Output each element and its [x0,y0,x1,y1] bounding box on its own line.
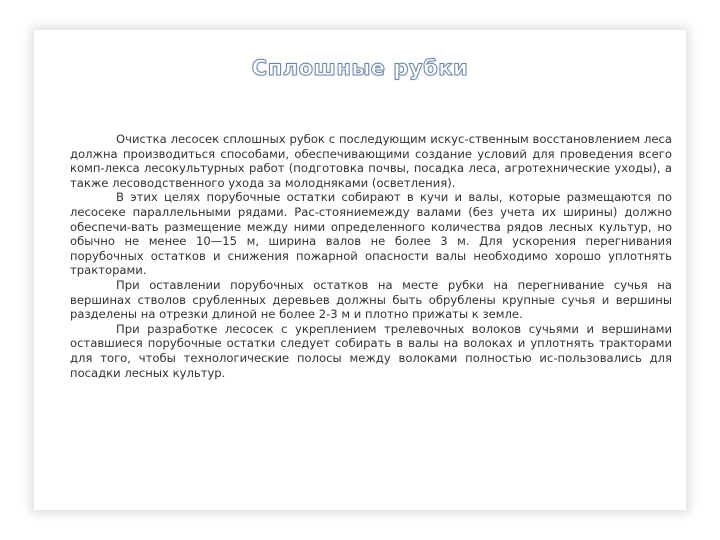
paragraph-2: В этих целях порубочные остатки собирают в кучи и валы, которые размещаются по лесосеке параллельными рядами. Рас-стояниемежду валами (без учета их ширины) должно обеспечи-вать размещение между ними определенного количества рядов лесных культур, но обычно не менее 10—15 м, ширина валов не более 3 м. Для ускорения перегнивания порубочных остатков и снижения пожарной опасности валы необходимо хорошо уплотнять тракторами. [70,190,672,278]
paragraph-3: При оставлении порубочных остатков на месте рубки на перегнивание сучья на вершинах стволов срубленных деревьев должны быть обрублены крупные сучья и вершины разделены на отрезки длиной не более 2-3 м и плотно прижаты к земле. [70,277,672,322]
paragraph-4: При разработке лесосек с укреплением трелевочных волоков сучьями и вершинами оставшиеся порубочные остатки следует собирать в валы на волоках и уплотнять тракторами для того, чтобы технологические полосы между волоками полностью ис-пользовались для посадки лесных культур. [70,321,672,380]
slide-title: Сплошные рубки [251,56,469,80]
paragraph-1: Очистка лесосек сплошных рубок с последующим искус-ственным восстановлением леса должна производиться способами, обеспечивающими создание условий для проведения всего комп-лекса лесокультурных работ (подготовка почвы, посадка леса, агротехнические уходы), а также лесоводственного ухода за молодняками (осветления). [70,132,672,190]
slide-body [70,132,672,380]
